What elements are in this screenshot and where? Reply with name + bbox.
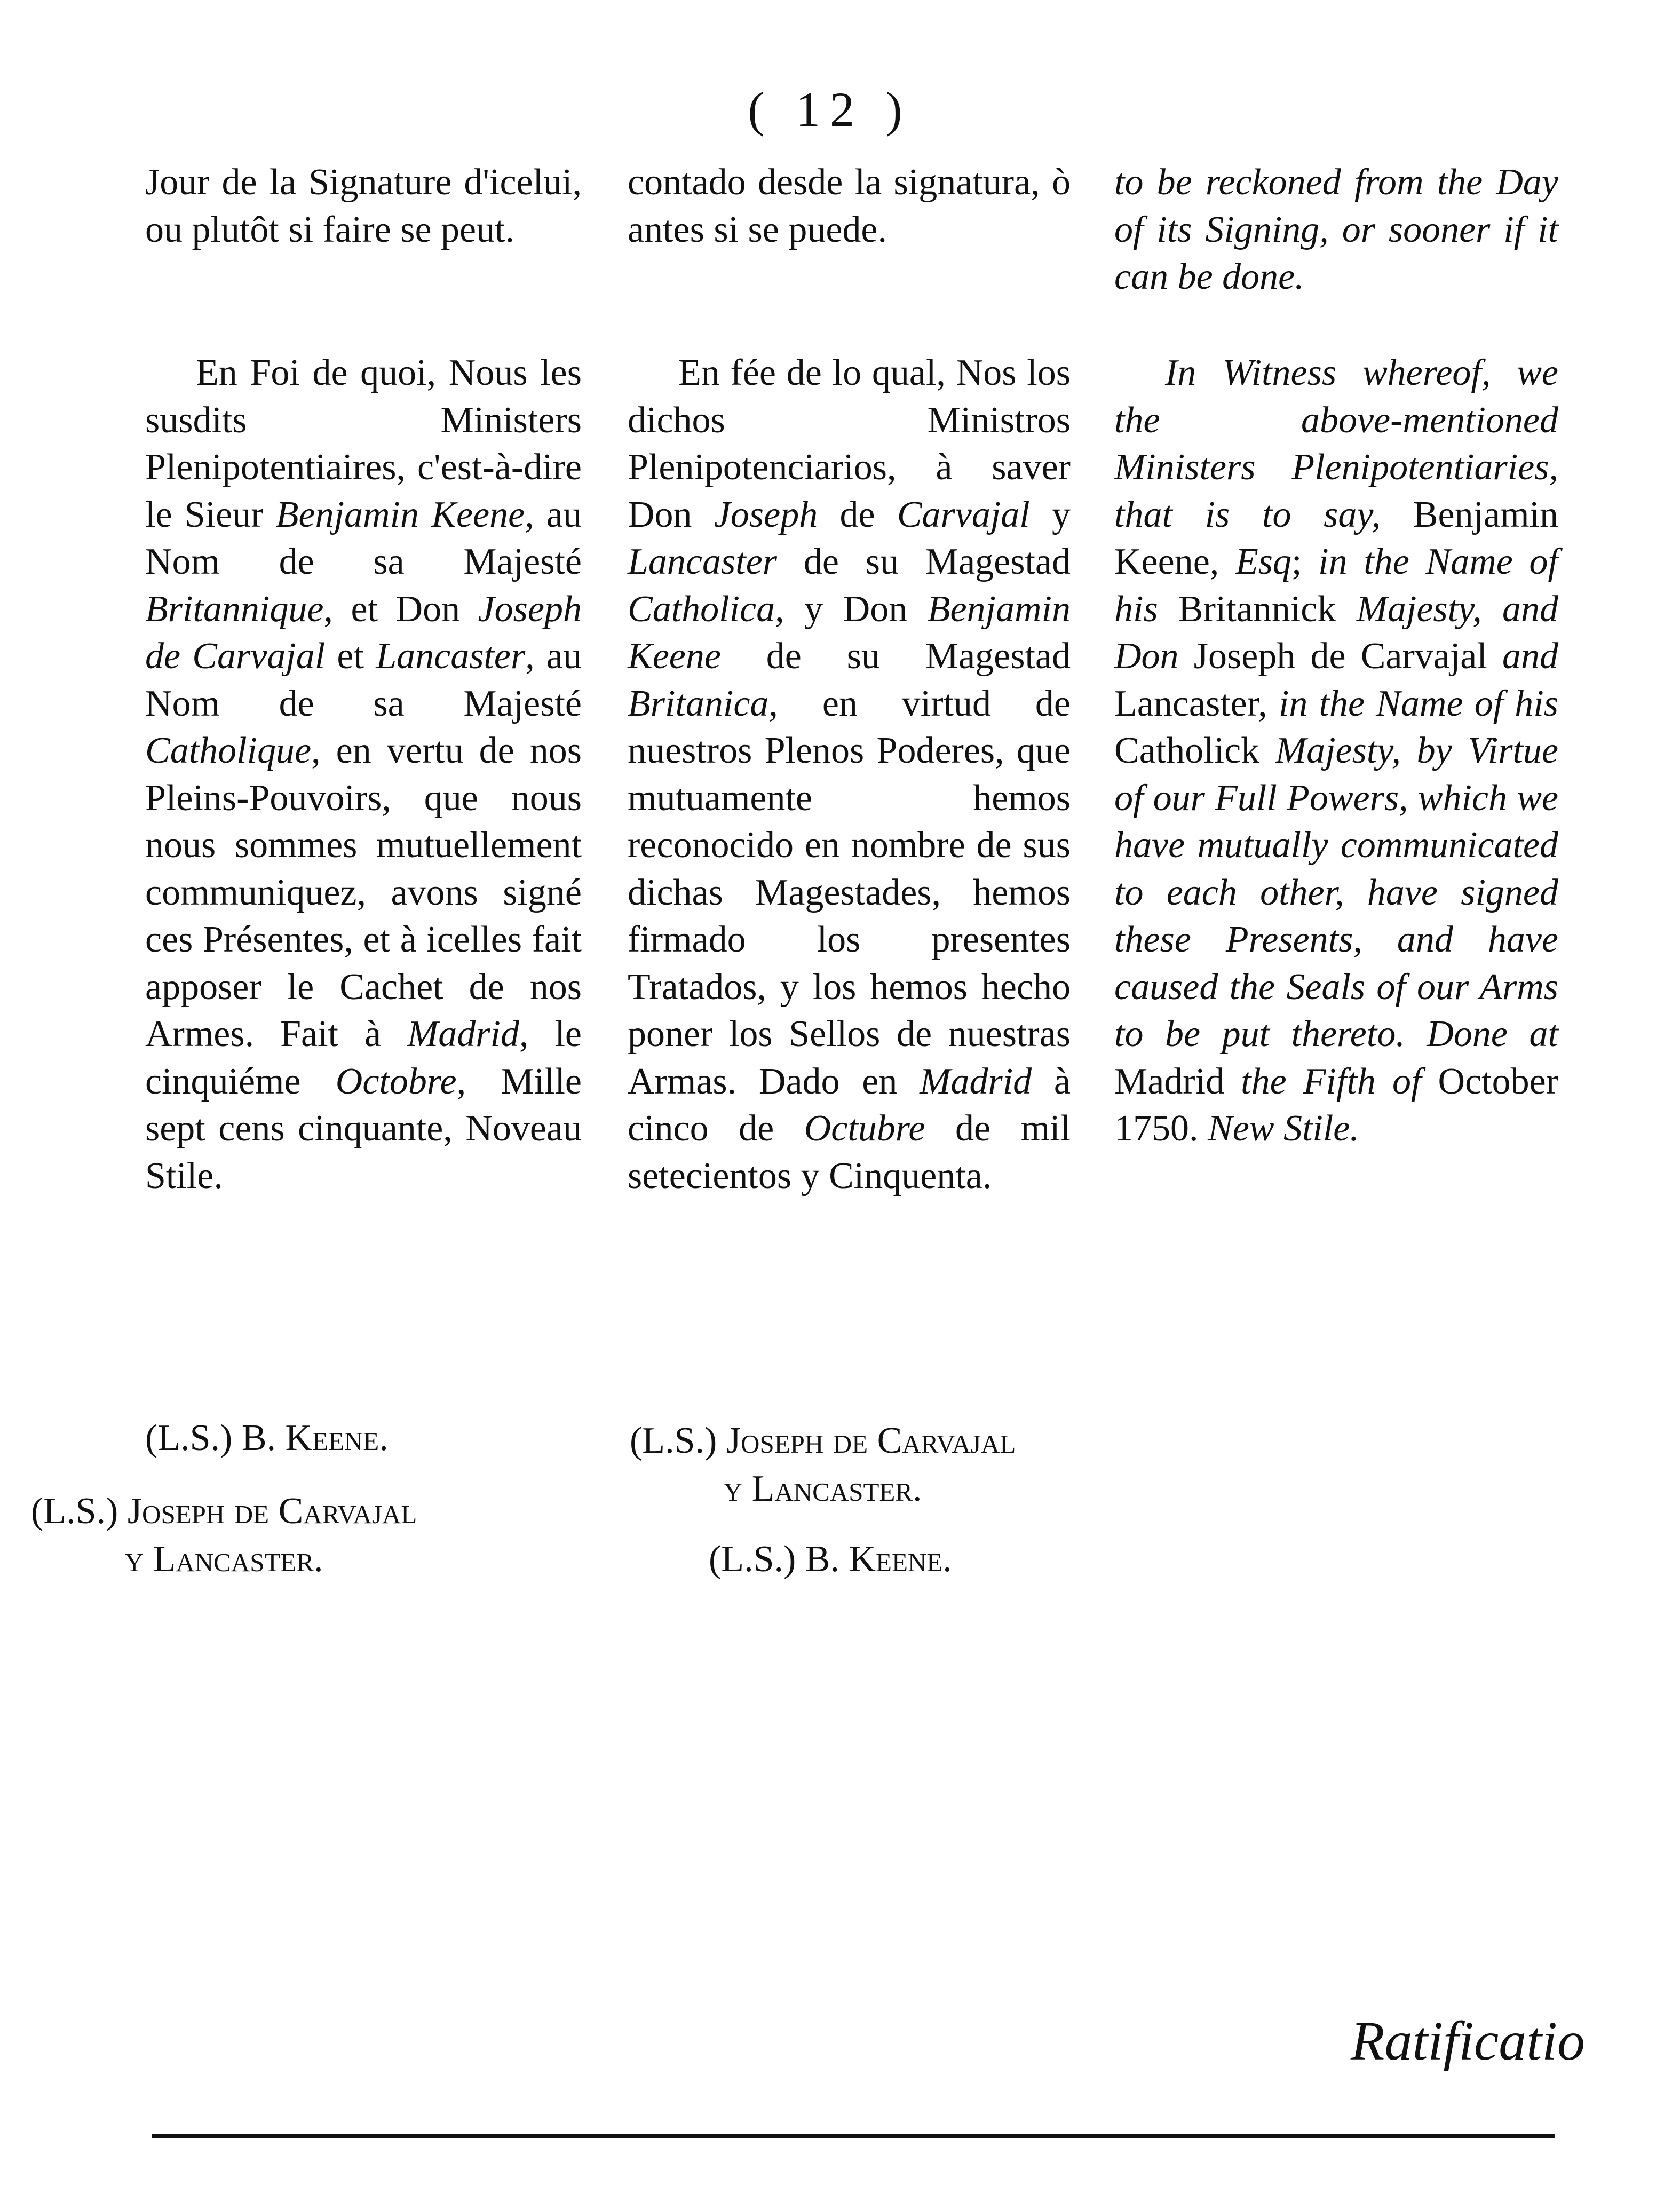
signatory-name-line-2: y Lancaster.: [723, 1468, 922, 1509]
horizontal-rule: [152, 2134, 1555, 2138]
text-run: the Fifth of: [1241, 1060, 1438, 1102]
spanish-paragraph-1: contado desde la signatura, ò antes si se puede.: [628, 162, 1071, 250]
text-run: de: [818, 494, 897, 535]
seal-mark: (L.S.): [709, 1539, 796, 1580]
text-run: ;: [1291, 541, 1319, 582]
text-run: In Witness whereof, we the above-mentioned Ministers Plenipotentiaries, that is to say,: [1114, 352, 1558, 535]
spanish-paragraph-2: [628, 350, 1071, 1200]
text-run: Catholica: [628, 588, 775, 630]
text-run: Britannique: [145, 588, 324, 630]
seal-mark: (L.S.): [31, 1491, 118, 1532]
signature-left-carvajal: [31, 1487, 417, 1583]
spanish-column-witness: [628, 350, 1071, 1200]
text-run: Majesty, by Virtue of our Full Powers, which we have mutually communicated to each other, have signed these Presents, and have caused the Seals of our Arms to be put thereto. Done at: [1114, 730, 1558, 1055]
page-number: ( 12 ): [748, 82, 912, 137]
seal-mark: (L.S.): [630, 1420, 717, 1461]
text-run: Lancaster: [628, 541, 777, 582]
text-run: Carvajal: [897, 494, 1030, 535]
text-run: Benjamin Keene: [628, 588, 1071, 677]
english-column-witness: [1114, 350, 1558, 1153]
text-run: Majesty, and Don: [1114, 588, 1558, 677]
text-run: , en virtud de nuestros Plenos Poderes, que mutuamente hemos reconocido en nombre de sus dichas Magestades, hemos firmado los presentes Tratados, y los hemos hecho poner los Sellos de nuestras Armas. Dado en: [628, 683, 1071, 1102]
seal-mark: (L.S.): [145, 1417, 233, 1459]
text-run: Benjamin Keene,: [1114, 494, 1558, 582]
text-run: y: [1029, 494, 1071, 535]
english-paragraph-2: [1114, 350, 1558, 1153]
english-column-continuation: [1114, 159, 1558, 301]
french-column-witness: [145, 350, 582, 1200]
signature-left-keene: [145, 1414, 389, 1462]
text-run: , et Don: [323, 588, 478, 630]
text-run: Joseph de Carvajal: [145, 588, 582, 677]
text-run: En Foi de quoi, Nous les susdits Ministers Plenipotentiaires, c'est-à-dire le Sieur: [145, 352, 582, 535]
text-run: Octobre: [335, 1060, 457, 1102]
french-paragraph-1: Jour de la Signature d'icelui, ou plutôt si faire se peut.: [145, 162, 582, 250]
text-run: Britannick: [1178, 588, 1357, 630]
text-run: October 1750.: [1114, 1060, 1558, 1149]
text-run: Madrid: [920, 1060, 1032, 1102]
text-run: Madrid: [1114, 1060, 1241, 1102]
text-run: in the Name of his: [1114, 541, 1559, 630]
text-run: de mil setecientos y Cinquenta.: [628, 1108, 1071, 1197]
signatory-name: B. Keene.: [805, 1539, 952, 1580]
text-run: Catholick: [1114, 730, 1275, 771]
signatory-name-line-2: y Lancaster.: [124, 1539, 323, 1580]
text-run: , Mille sept cens cinquante, Noveau Stile.: [145, 1060, 582, 1197]
english-paragraph-1: to be reckoned from the Day of its Signing, or sooner if it can be done.: [1114, 162, 1558, 297]
signatory-name: Joseph de Carvajal: [726, 1420, 1016, 1461]
text-run: Joseph de Carvajal: [1193, 636, 1502, 677]
text-run: En fée de lo qual, Nos los dichos Ministros Plenipotenciarios, à saver Don: [628, 352, 1071, 535]
text-run: Octubre: [804, 1108, 925, 1149]
signature-right-keene: [709, 1535, 952, 1583]
text-run: Benjamin Keene: [275, 494, 525, 535]
text-run: , au Nom de sa Majesté: [145, 494, 582, 582]
french-column-continuation: [145, 159, 582, 254]
catchword: Ratificatio: [1350, 2010, 1585, 2072]
text-run: Esq: [1235, 541, 1291, 582]
text-run: , en vertu de nos Pleins-Pouvoirs, que nous nous sommes mutuellement communiquez, avons signé ces Présentes, et à icelles fait apposer le Cachet de nos Armes. Fait à: [145, 730, 582, 1055]
text-run: , au Nom de sa Majesté: [145, 636, 582, 724]
text-run: , le cinquiéme: [145, 1013, 582, 1102]
signature-right-carvajal: [630, 1417, 1016, 1513]
text-run: Madrid: [407, 1013, 519, 1055]
text-run: de su Magestad: [777, 541, 1071, 582]
signatory-name: Joseph de Carvajal: [127, 1491, 417, 1532]
signatory-name: B. Keene.: [241, 1417, 389, 1459]
text-run: and: [1502, 636, 1558, 677]
text-run: Catholique: [145, 730, 312, 771]
text-run: et: [325, 636, 376, 677]
text-run: New Stile.: [1208, 1108, 1359, 1149]
text-run: Britanica: [628, 683, 769, 724]
text-run: Lancaster,: [1114, 683, 1279, 724]
text-run: Joseph: [714, 494, 818, 535]
text-run: à cinco de: [628, 1060, 1071, 1149]
text-run: , y Don: [775, 588, 928, 630]
text-run: de su Magestad: [720, 636, 1071, 677]
spanish-column-continuation: [628, 159, 1071, 254]
text-run: in the Name of his: [1278, 683, 1558, 724]
french-paragraph-2: [145, 350, 582, 1200]
text-run: Lancaster: [376, 636, 526, 677]
